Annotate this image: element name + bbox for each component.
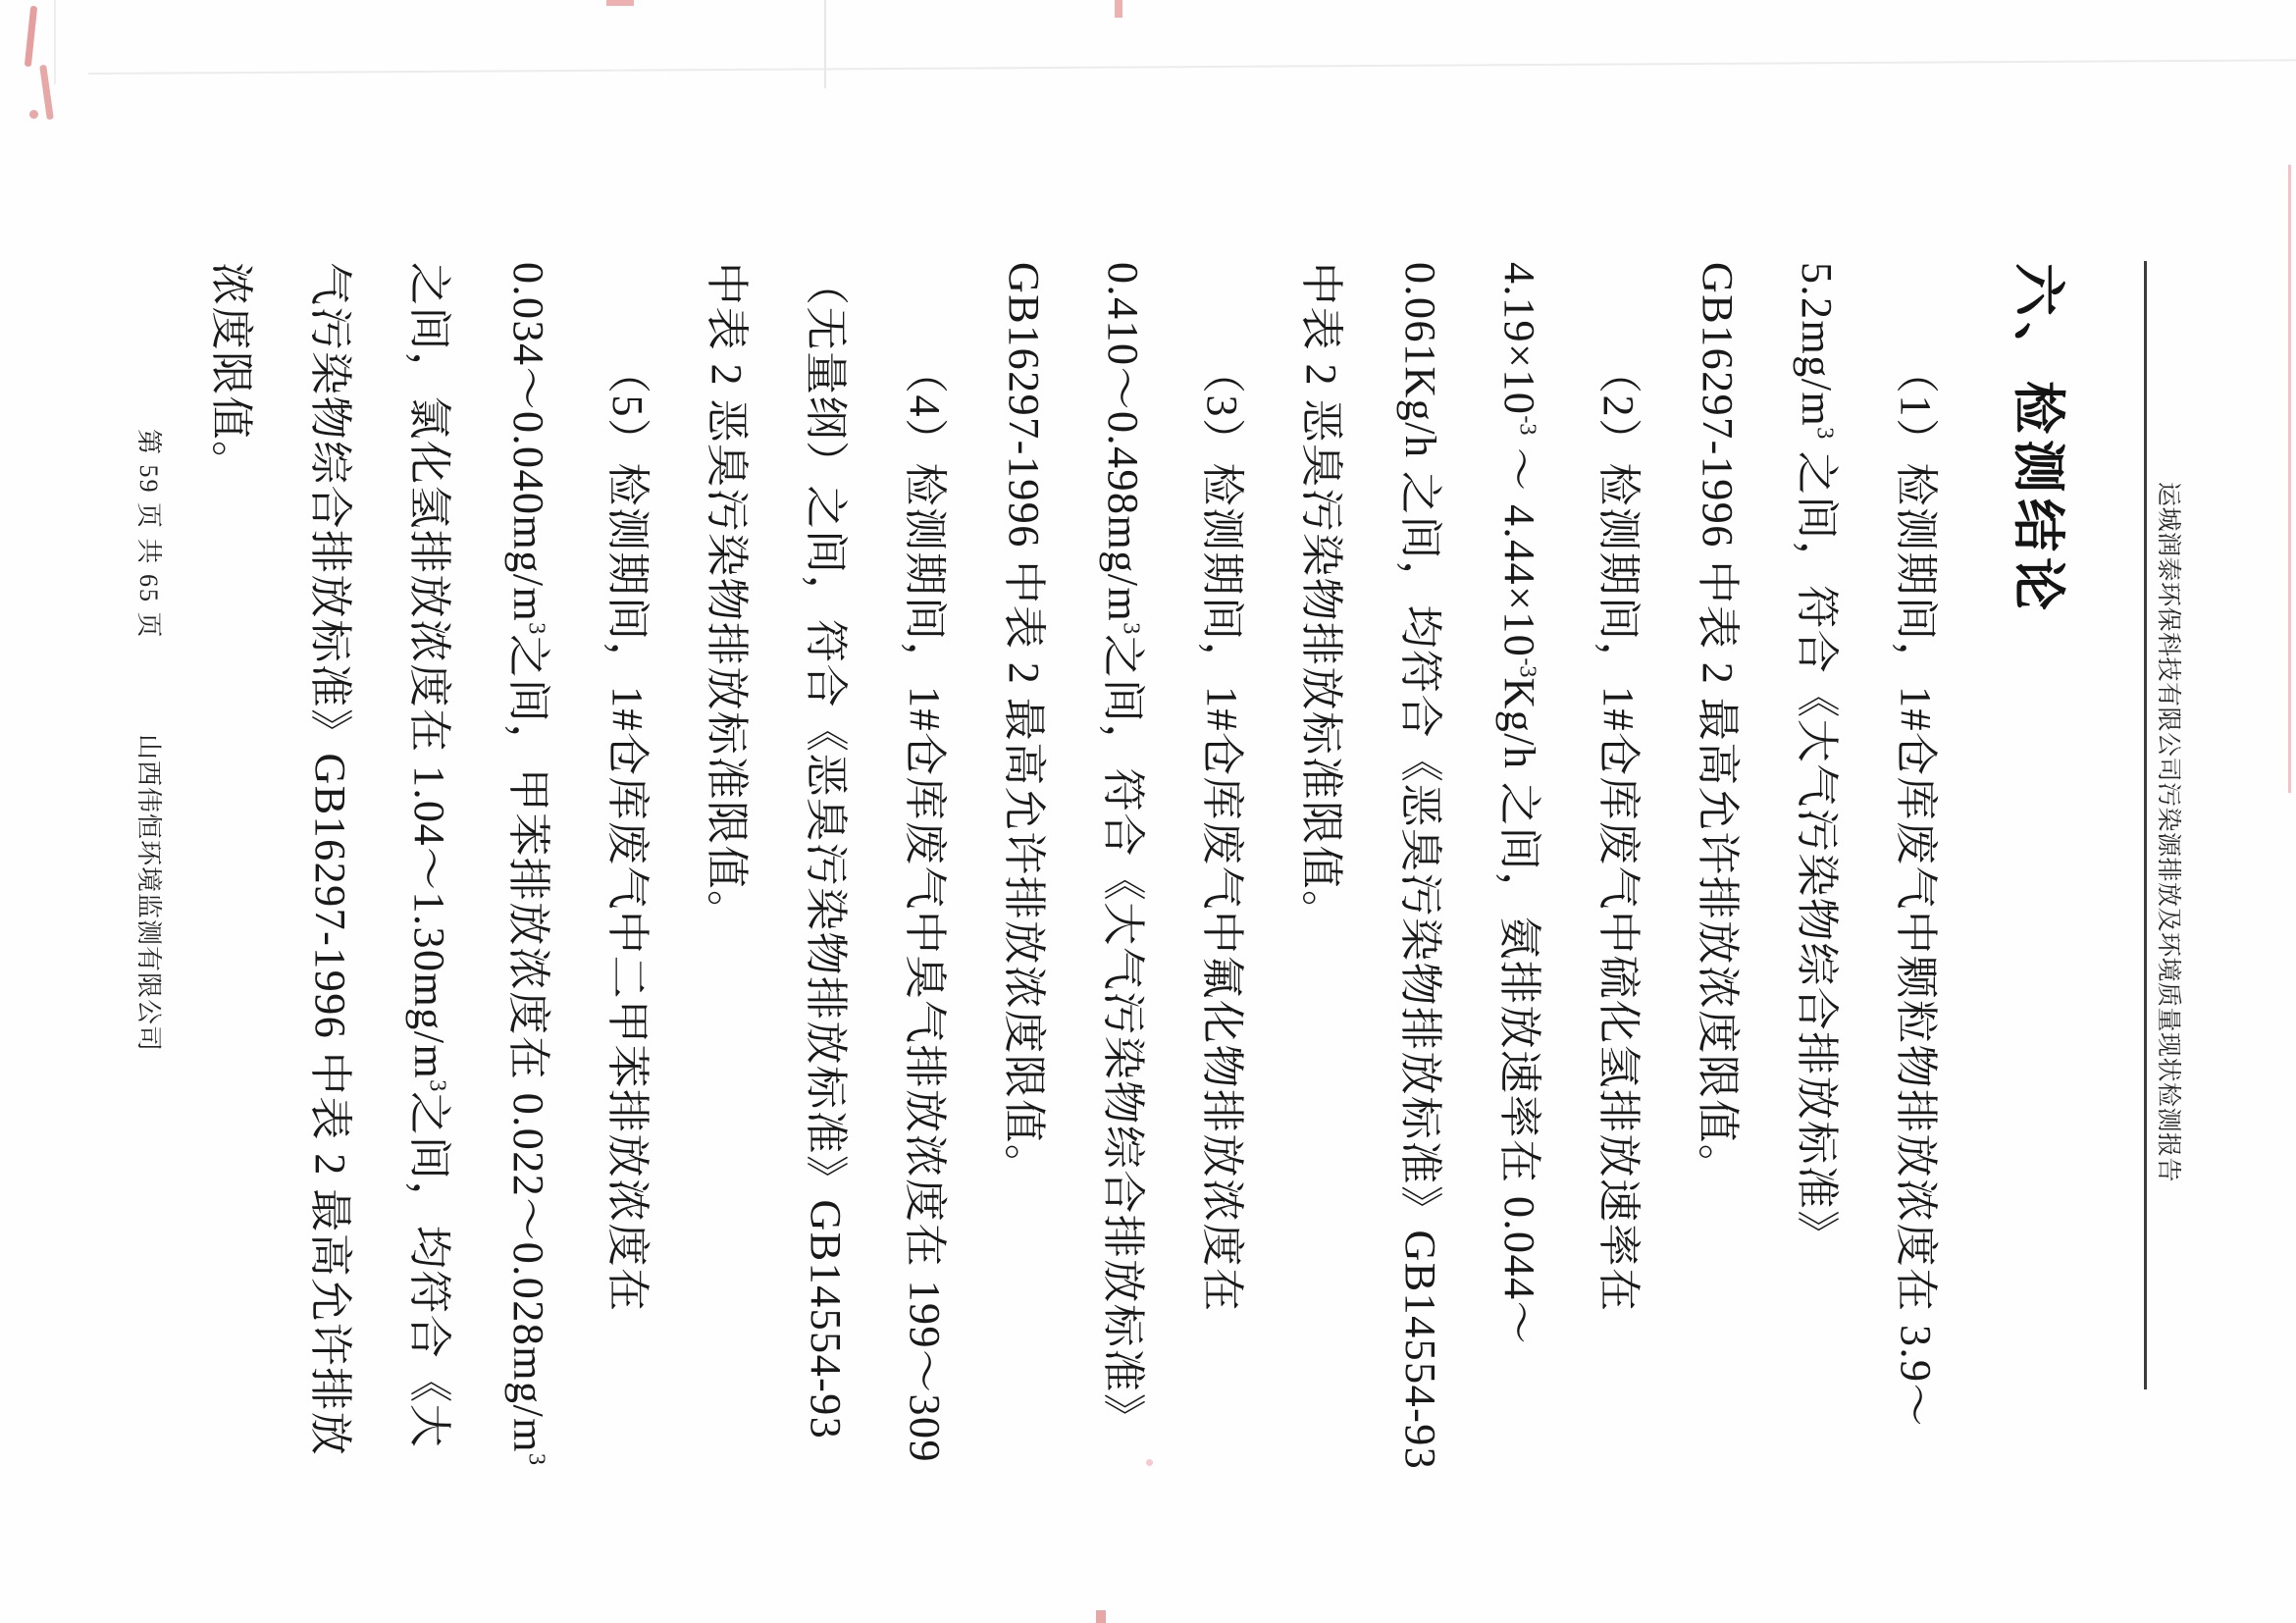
- text-line: （2）检测期间，1#仓库废气中硫化氢排放速率在: [1594, 350, 1643, 1313]
- text-line: 气污染物综合排放标准》GB16297-1996 中表 2 最高允许排放: [306, 262, 354, 1457]
- text-line: $4.19\times 10^{-3}$ ～ $4.44\times 10^{-3}Kg/h$ 之间，氨排放速率在 0.044～: [1495, 262, 1543, 1345]
- text-line: $0.034\sim 0.040mg/m^3$之间，甲苯排放浓度在 $0.022\sim 0.028mg/m^3$: [504, 262, 552, 1466]
- text-line: $0.410\sim 0.498mg/m^3$之间，符合《大气污染物综合排放标准》: [1099, 262, 1147, 1439]
- text-line: （3）检测期间，1#仓库废气中氟化物排放浓度在: [1198, 350, 1246, 1313]
- text-line: （1）检测期间，1#仓库废气中颗粒物排放浓度在 3.9～: [1892, 350, 1940, 1428]
- text-line: （4）检测期间，1#仓库废气中臭气排放浓度在 199～309: [901, 350, 949, 1463]
- text-line: （5）检测期间，1#仓库废气中二甲苯排放浓度在: [603, 350, 652, 1313]
- text-line: 中表 2 恶臭污染物排放标准限值。: [1297, 262, 1345, 935]
- report-header: 运城润泰环保科技有限公司污染源排放及环境质量现状检测报告: [2155, 482, 2181, 1183]
- text-line: 浓度限值。: [207, 262, 255, 486]
- text-line: 中表 2 恶臭污染物排放标准限值。: [703, 262, 751, 935]
- text-line: （无量纲）之间，符合《恶臭污染物排放标准》GB14554-93: [802, 262, 850, 1440]
- text-line: GB16297-1996 中表 2 最高允许排放浓度限值。: [1000, 262, 1048, 1189]
- text-line: $5.2mg/m^3$ 之间，符合《大气污染物综合排放标准》: [1793, 262, 1841, 1255]
- text-line: 之间，氯化氢排放浓度在 $1.04\sim 1.30mg/m^3$之间，均符合《大: [405, 262, 453, 1449]
- page-number-label: 第 59 页 共 65 页: [134, 429, 163, 640]
- company-name-label: 山西伟恒环境监测有限公司: [134, 734, 163, 1053]
- section-title: 六、检测结论: [2009, 263, 2067, 616]
- text-line: GB16297-1996 中表 2 最高允许排放浓度限值。: [1694, 262, 1742, 1189]
- text-line: 0.061Kg/h 之间，均符合《恶臭污染物排放标准》GB14554-93: [1396, 262, 1444, 1471]
